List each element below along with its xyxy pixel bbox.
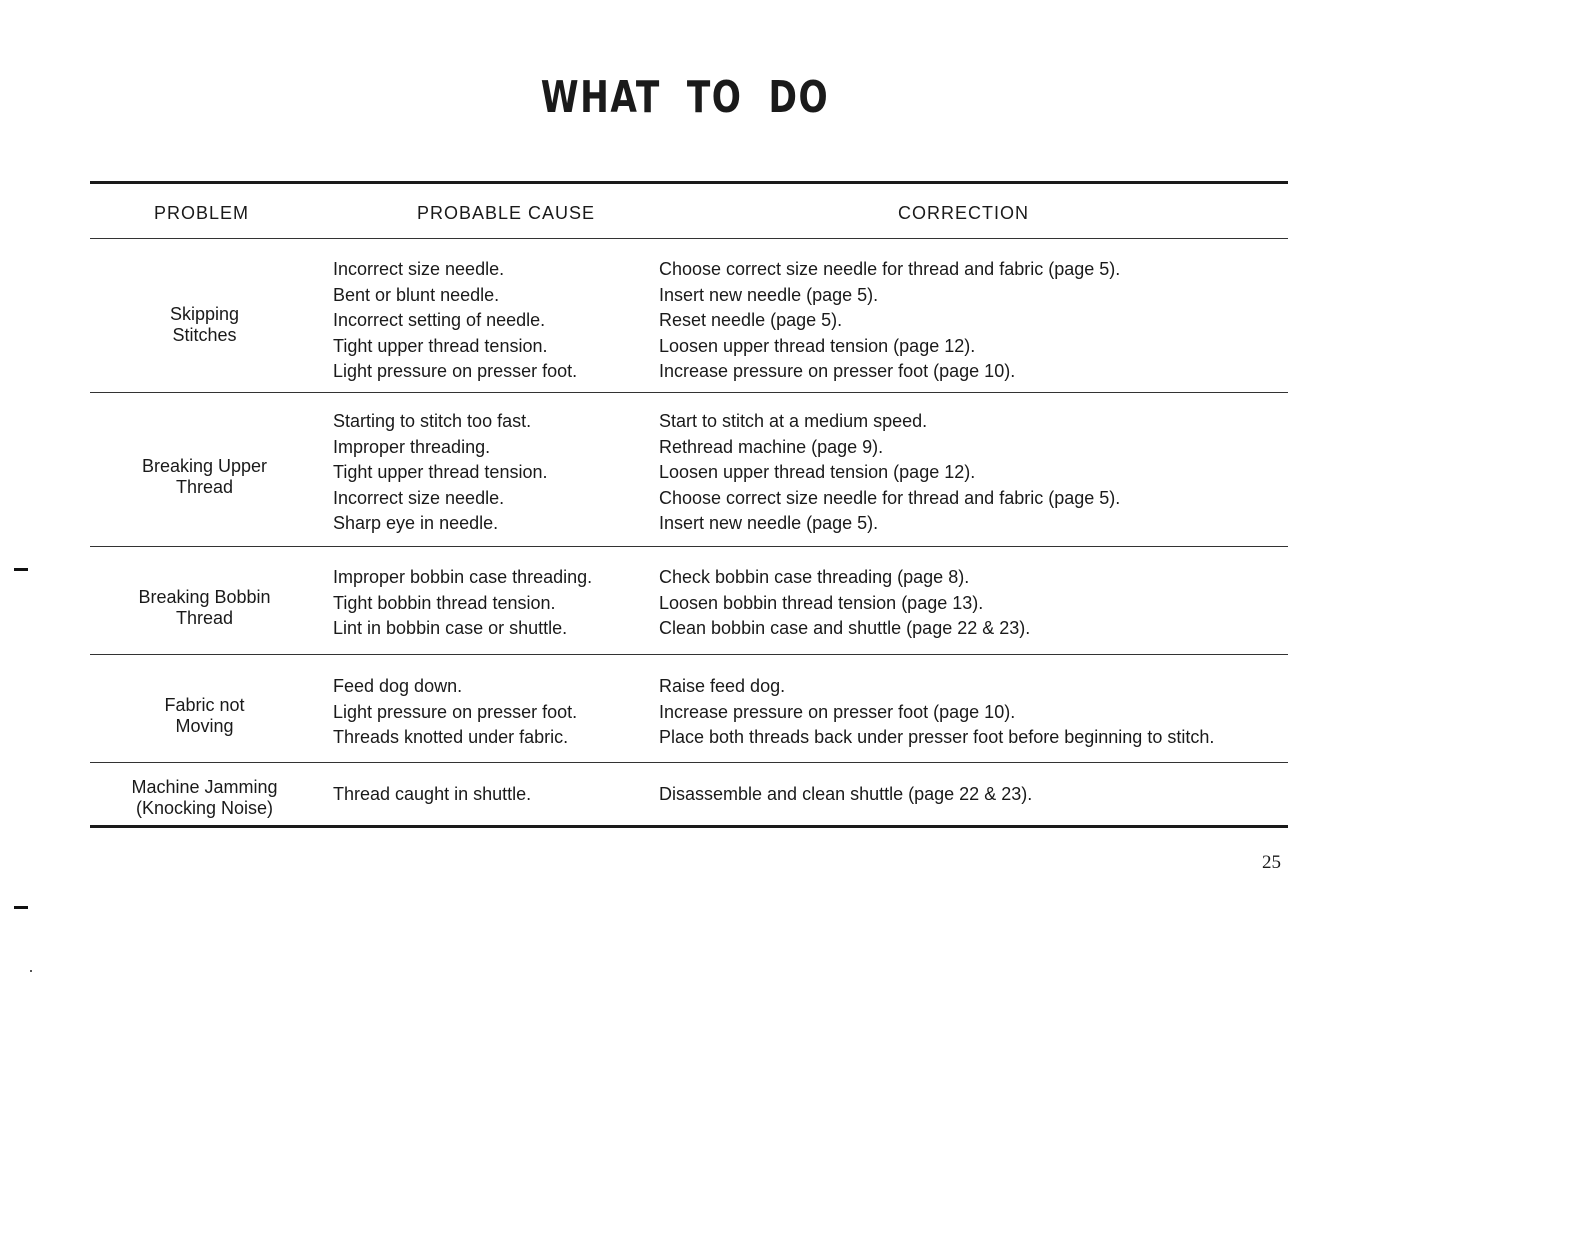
correction-item: Start to stitch at a medium speed. (659, 411, 928, 431)
correction-item: Loosen upper thread tension (page 12). (659, 462, 976, 482)
row-divider (90, 392, 1288, 393)
correction-item: Disassemble and clean shuttle (page 22 & 23). (659, 784, 1033, 804)
correction-item: Choose correct size needle for thread and fabric (page 5). (659, 487, 1121, 508)
cause-item: Incorrect size needle. (333, 487, 505, 508)
cause-list (333, 257, 577, 385)
correction-item: Increase pressure on presser foot (page 10). (659, 701, 1016, 722)
correction-item: Place both threads back under presser foot before beginning to stitch. (659, 727, 1215, 747)
cause-item: Incorrect size needle. (333, 259, 505, 279)
cause-item: Incorrect setting of needle. (333, 310, 546, 330)
cause-item: Tight bobbin thread tension. (333, 592, 556, 613)
scan-dot (30, 970, 32, 972)
cause-list (333, 565, 592, 642)
cause-item: Starting to stitch too fast. (333, 411, 532, 431)
cause-item: Bent or blunt needle. (333, 284, 500, 305)
correction-item: Loosen upper thread tension (page 12). (659, 335, 976, 356)
cause-item: Improper bobbin case threading. (333, 567, 593, 587)
cause-item: Light pressure on presser foot. (333, 701, 578, 722)
row-divider (90, 762, 1288, 763)
correction-item: Choose correct size needle for thread and fabric (page 5). (659, 259, 1121, 279)
correction-item: Raise feed dog. (659, 676, 786, 696)
correction-list (659, 565, 1030, 642)
correction-item: Loosen bobbin thread tension (page 13). (659, 592, 984, 613)
correction-list (659, 674, 1214, 751)
row-divider (90, 654, 1288, 655)
scan-mark (14, 906, 28, 909)
correction-item: Increase pressure on presser foot (page 10). (659, 361, 1016, 381)
cause-item: Threads knotted under fabric. (333, 727, 569, 747)
cause-list (333, 674, 577, 751)
table-top-rule (90, 181, 1288, 184)
correction-item: Rethread machine (page 9). (659, 436, 884, 457)
problem-cell: Fabric not Moving (164, 695, 245, 736)
correction-item: Reset needle (page 5). (659, 310, 843, 330)
correction-list (659, 409, 1120, 537)
correction-item: Insert new needle (page 5). (659, 284, 879, 305)
cause-item: Light pressure on presser foot. (333, 361, 578, 381)
page-title: WHAT TO DO (540, 72, 830, 123)
cause-item: Tight upper thread tension. (333, 462, 548, 482)
correction-item: Clean bobbin case and shuttle (page 22 & 23). (659, 618, 1031, 638)
correction-item: Check bobbin case threading (page 8). (659, 567, 970, 587)
header-correction: CORRECTION (898, 203, 1029, 223)
header-divider (90, 238, 1288, 239)
problem-cell: Machine Jamming (Knocking Noise) (131, 777, 278, 818)
problem-cell: Skipping Stitches (169, 304, 240, 345)
cause-item: Improper threading. (333, 436, 491, 457)
cause-item: Lint in bobbin case or shuttle. (333, 618, 568, 638)
problem-cell: Breaking Upper Thread (141, 456, 268, 497)
header-problem: PROBLEM (154, 203, 250, 223)
cause-item: Sharp eye in needle. (333, 513, 499, 533)
row-divider (90, 546, 1288, 547)
table-bottom-rule (90, 825, 1288, 828)
cause-item: Feed dog down. (333, 676, 463, 696)
correction-item: Insert new needle (page 5). (659, 513, 879, 533)
cause-item: Tight upper thread tension. (333, 335, 548, 356)
correction-list (659, 782, 1032, 808)
header-probable-cause: PROBABLE CAUSE (417, 203, 596, 223)
scan-mark (14, 568, 28, 571)
cause-item: Thread caught in shuttle. (333, 784, 532, 804)
cause-list (333, 409, 547, 537)
problem-cell: Breaking Bobbin Thread (138, 587, 271, 628)
cause-list (333, 782, 531, 808)
page-number: 25 (1262, 852, 1281, 873)
correction-list (659, 257, 1120, 385)
